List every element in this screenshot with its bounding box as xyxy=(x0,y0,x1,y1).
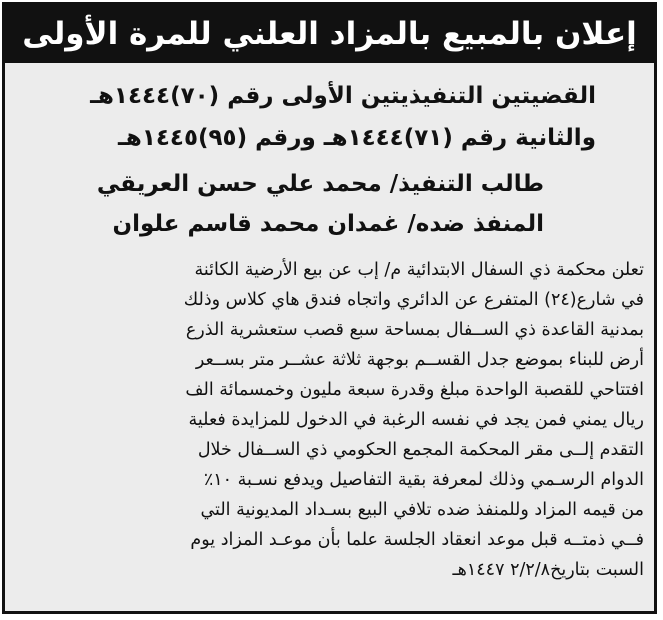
body-line: ريال يمني فمن يجد في نفسه الرغبة في الدخول للمزايدة فعلية xyxy=(188,410,644,430)
body-line: السبت بتاريخ٢/٢/٨ ١٤٤٧هـ xyxy=(452,560,644,580)
notice-body xyxy=(15,255,644,585)
body-line: الدوام الرسـمي وذلك لمعرفة بقية التفاصيل ويدفع نسـبة ١٠٪ xyxy=(203,470,644,490)
body-line: من قيمه المزاد وللمنفذ ضده تلافي البيع بسـداد المديونية التي xyxy=(200,500,644,520)
auction-notice xyxy=(2,2,657,614)
body-line: التقدم إلــى مقر المحكمة المجمع الحكومي ذي الســفال خلال xyxy=(197,440,644,460)
body-line: فــي ذمتــه قبل موعد انعقاد الجلسة علما بأن موعـد المزاد يوم xyxy=(190,530,644,550)
body-line: بمدنية القاعدة ذي الســفال بمساحة سبع قصب ستعشرية الذرع xyxy=(185,320,644,340)
case-numbers-heading: القضيتين التنفيذيتين الأولى رقم (٧٠)١٤٤٤هـ xyxy=(90,83,596,109)
claimant-heading: طالب التنفيذ/ محمد علي حسن العريقي xyxy=(96,171,544,197)
body-line: أرض للبناء بموضع جدل القســم بوجهة ثلاثة عشــر متر بســعر xyxy=(195,350,644,370)
body-line: في شارع(٢٤) المتفرع عن الدائري واتجاه فندق هاي كلاس وذلك xyxy=(183,290,644,310)
case-numbers-heading-2: والثانية رقم (٧١)١٤٤٤هـ ورقم (٩٥)١٤٤٥هـ xyxy=(118,125,596,151)
body-line: افتتاحي للقصبة الواحدة مبلغ وقدرة سبعة مليون وخمسمائة الف xyxy=(185,380,644,400)
notice-title: إعلان بالمبيع بالمزاد العلني للمرة الأولى xyxy=(5,5,654,63)
respondent-heading: المنفذ ضده/ غمدان محمد قاسم علوان xyxy=(112,211,544,237)
body-line: تعلن محكمة ذي السفال الابتدائية م/ إب عن بيع الأرضية الكائنة xyxy=(194,260,644,280)
